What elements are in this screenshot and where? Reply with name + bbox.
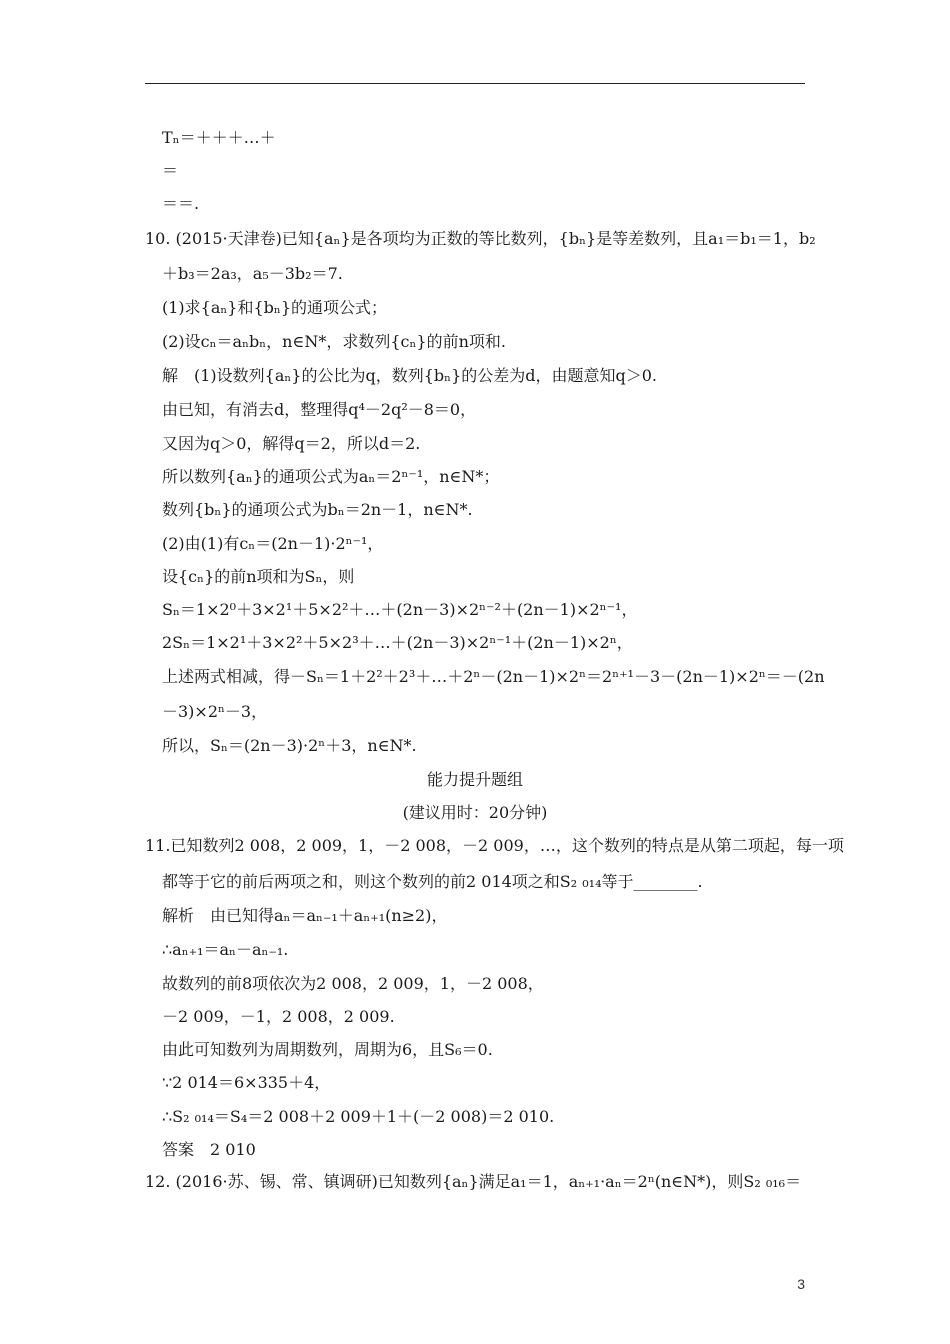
text-line: ∴S₂ ₀₁₄＝S₄＝2 008＋2 009＋1＋(－2 008)＝2 010. bbox=[162, 1107, 555, 1126]
question-12: 12. (2016·苏、锡、常、镇调研)已知数列{aₙ}满足a₁＝1，aₙ₊₁·aₙ＝2ⁿ(n∈N*)，则S₂ ₀₁₆＝ bbox=[145, 1172, 802, 1191]
text-line: Sₙ＝1×2⁰＋3×2¹＋5×2²＋…＋(2n－3)×2ⁿ⁻²＋(2n－1)×2ⁿ⁻¹， bbox=[162, 600, 638, 619]
text-line: 所以，Sₙ＝(2n－3)·2ⁿ＋3，n∈N*. bbox=[162, 736, 417, 755]
page-number: 3 bbox=[797, 1276, 805, 1292]
solution-text: 解 (1)设数列{aₙ}的公比为q，数列{bₙ}的公差为d，由题意知q＞0. bbox=[162, 366, 658, 385]
text-line: －2 009，－1，2 008，2 009. bbox=[162, 1007, 395, 1026]
analysis-text: 解析 由已知得aₙ＝aₙ₋₁＋aₙ₊₁(n≥2)， bbox=[162, 906, 448, 925]
text-line: ＝ bbox=[162, 161, 179, 180]
text-line: (1)求{aₙ}和{bₙ}的通项公式； bbox=[162, 298, 388, 317]
section-subtitle: (建议用时：20分钟) bbox=[402, 803, 548, 822]
text-line: 故数列的前8项依次为2 008，2 009，1，－2 008， bbox=[162, 974, 544, 993]
text-line: Tₙ＝＋＋＋…＋ bbox=[162, 128, 276, 147]
header-rule bbox=[145, 83, 805, 84]
text-line: (2)由(1)有cₙ＝(2n－1)·2ⁿ⁻¹， bbox=[162, 534, 384, 553]
text-line: 2Sₙ＝1×2¹＋3×2²＋5×2³＋…＋(2n－3)×2ⁿ⁻¹＋(2n－1)×2ⁿ， bbox=[162, 633, 633, 652]
question-11: 11.已知数列2 008，2 009，1，－2 008，－2 009，…，这个数列的特点是从第二项起，每一项 bbox=[145, 836, 844, 855]
question-10: 10. (2015·天津卷)已知{aₙ}是各项均为正数的等比数列，{bₙ}是等差数列，且a₁＝b₁＝1，b₂ bbox=[145, 229, 816, 248]
text-line: 上述两式相减，得－Sₙ＝1＋2²＋2³＋…＋2ⁿ－(2n－1)×2ⁿ＝2ⁿ⁺¹－3－(2n－1)×2ⁿ＝－(2n bbox=[162, 667, 825, 686]
text-line: ∵2 014＝6×335＋4， bbox=[162, 1073, 331, 1092]
text-line: 都等于它的前后两项之和，则这个数列的前2 014项之和S₂ ₀₁₄等于________. bbox=[162, 872, 703, 891]
answer-text: 答案 2 010 bbox=[162, 1140, 256, 1159]
text-line: 设{cₙ}的前n项和为Sₙ，则 bbox=[162, 567, 355, 586]
text-line: ＝＝. bbox=[162, 194, 200, 213]
text-line: 所以数列{aₙ}的通项公式为aₙ＝2ⁿ⁻¹，n∈N*； bbox=[162, 467, 500, 486]
section-title: 能力提升题组 bbox=[426, 770, 523, 789]
text-line: (2)设cₙ＝aₙbₙ，n∈N*，求数列{cₙ}的前n项和. bbox=[162, 332, 506, 351]
text-line: －3)×2ⁿ－3， bbox=[162, 702, 268, 721]
text-line: ∴aₙ₊₁＝aₙ－aₙ₋₁. bbox=[162, 940, 289, 959]
text-line: 又因为q＞0，解得q＝2，所以d＝2. bbox=[162, 434, 421, 453]
text-line: ＋b₃＝2a₃，a₅－3b₂＝7. bbox=[162, 264, 343, 283]
text-line: 数列{bₙ}的通项公式为bₙ＝2n－1，n∈N*. bbox=[162, 500, 473, 519]
text-line: 由此可知数列为周期数列，周期为6，且S₆＝0. bbox=[162, 1040, 493, 1059]
text-line: 由已知，有消去d，整理得q⁴－2q²－8＝0， bbox=[162, 400, 477, 419]
